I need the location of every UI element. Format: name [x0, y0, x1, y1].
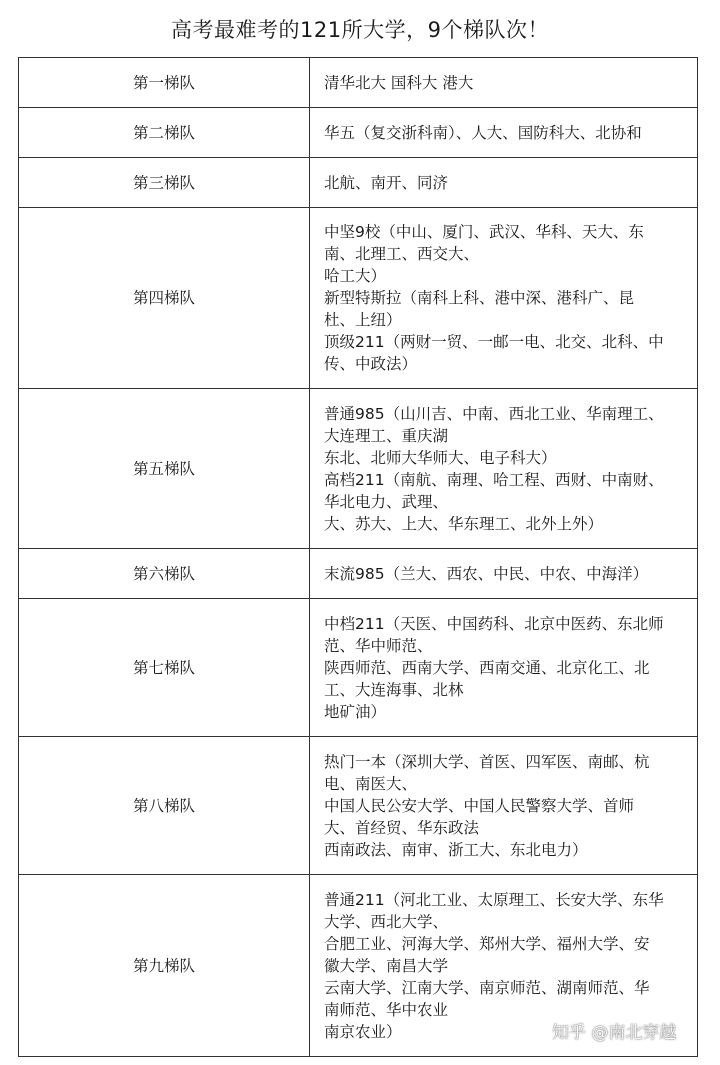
tier-name: 第八梯队 [19, 737, 310, 875]
tier-name: 第三梯队 [19, 158, 310, 208]
school-line: 徽大学、南昌大学 [324, 956, 449, 975]
table-row [19, 158, 698, 208]
school-line: 合肥工业、河海大学、郑州大学、福州大学、安 [324, 934, 650, 953]
school-line: 中档211（天医、中国药科、北京中医药、东北师 [324, 614, 664, 633]
school-line: 东北、北师大华师大、电子科大） [324, 448, 557, 467]
tier-name: 第二梯队 [19, 108, 310, 158]
tier-name: 第九梯队 [19, 875, 310, 1057]
school-line: 大、苏大、上大、华东理工、北外上外） [324, 514, 604, 533]
school-line: 清华北大 国科大 港大 [324, 73, 474, 92]
school-line: 末流985（兰大、西农、中民、中农、中海洋） [324, 564, 649, 583]
school-line: 电、南医大、 [324, 774, 418, 793]
school-line: 高档211（南航、南理、哈工程、西财、中南财、 [324, 470, 664, 489]
table-row [19, 389, 698, 549]
school-line: 中国人民公安大学、中国人民警察大学、首师 [324, 796, 635, 815]
tier-name: 第六梯队 [19, 549, 310, 599]
table-row [19, 549, 698, 599]
school-line: 普通985（山川吉、中南、西北工业、华南理工、 [324, 404, 664, 423]
school-line: 新型特斯拉（南科上科、港中深、港科广、昆 [324, 289, 635, 307]
school-line: 范、华中师范、 [324, 636, 433, 655]
tier-table [18, 57, 698, 1057]
school-line: 华五（复交浙科南）、人大、国防科大、北协和 [324, 123, 642, 142]
school-line: 南师范、华中农业 [324, 1000, 449, 1019]
tier-name: 第五梯队 [19, 389, 310, 549]
tier-schools [310, 158, 698, 208]
page-title: 高考最难考的121所大学，9个梯队次！ [171, 18, 549, 42]
school-line: 热门一本（深圳大学、首医、四军医、南邮、杭 [324, 752, 650, 771]
school-line: 西南政法、南审、浙工大、东北电力） [324, 840, 588, 859]
school-line: 南、北理工、西交大、 [324, 245, 480, 263]
school-line: 普通211（河北工业、太原理工、长安大学、东华 [324, 890, 664, 909]
table-row [19, 108, 698, 158]
school-line: 中坚9校（中山、厦门、武汉、华科、天大、东 [324, 223, 644, 241]
school-line: 哈工大） [324, 267, 387, 285]
tier-schools [310, 208, 698, 389]
school-line: 大、首经贸、华东政法 [324, 818, 480, 837]
school-line: 大连理工、重庆湖 [324, 426, 449, 445]
table-row [19, 58, 698, 108]
school-line: 杜、上纽） [324, 311, 402, 329]
school-line: 华北电力、武理、 [324, 492, 449, 511]
school-line: 南京农业） [324, 1022, 402, 1041]
school-line: 工、大连海事、北林 [324, 680, 464, 699]
tier-name: 第一梯队 [19, 58, 310, 108]
school-line: 北航、南开、同济 [324, 173, 449, 192]
school-line: 大学、西北大学、 [324, 912, 449, 931]
tier-schools [310, 549, 698, 599]
tier-name: 第四梯队 [19, 208, 310, 389]
school-line: 地矿油） [324, 702, 387, 721]
tier-schools [310, 58, 698, 108]
table-row [19, 208, 698, 389]
school-line: 传、中政法） [324, 355, 418, 373]
tier-schools [310, 599, 698, 737]
tier-schools [310, 737, 698, 875]
table-row [19, 737, 698, 875]
tier-schools [310, 108, 698, 158]
school-line: 云南大学、江南大学、南京师范、湖南师范、华 [324, 978, 650, 997]
school-line: 顶级211（两财一贸、一邮一电、北交、北科、中 [324, 333, 664, 351]
tier-schools [310, 389, 698, 549]
school-line: 陕西师范、西南大学、西南交通、北京化工、北 [324, 658, 650, 677]
zhihu-watermark: 知乎 @南北穿越 [552, 1023, 677, 1043]
tier-name: 第七梯队 [19, 599, 310, 737]
table-row [19, 599, 698, 737]
